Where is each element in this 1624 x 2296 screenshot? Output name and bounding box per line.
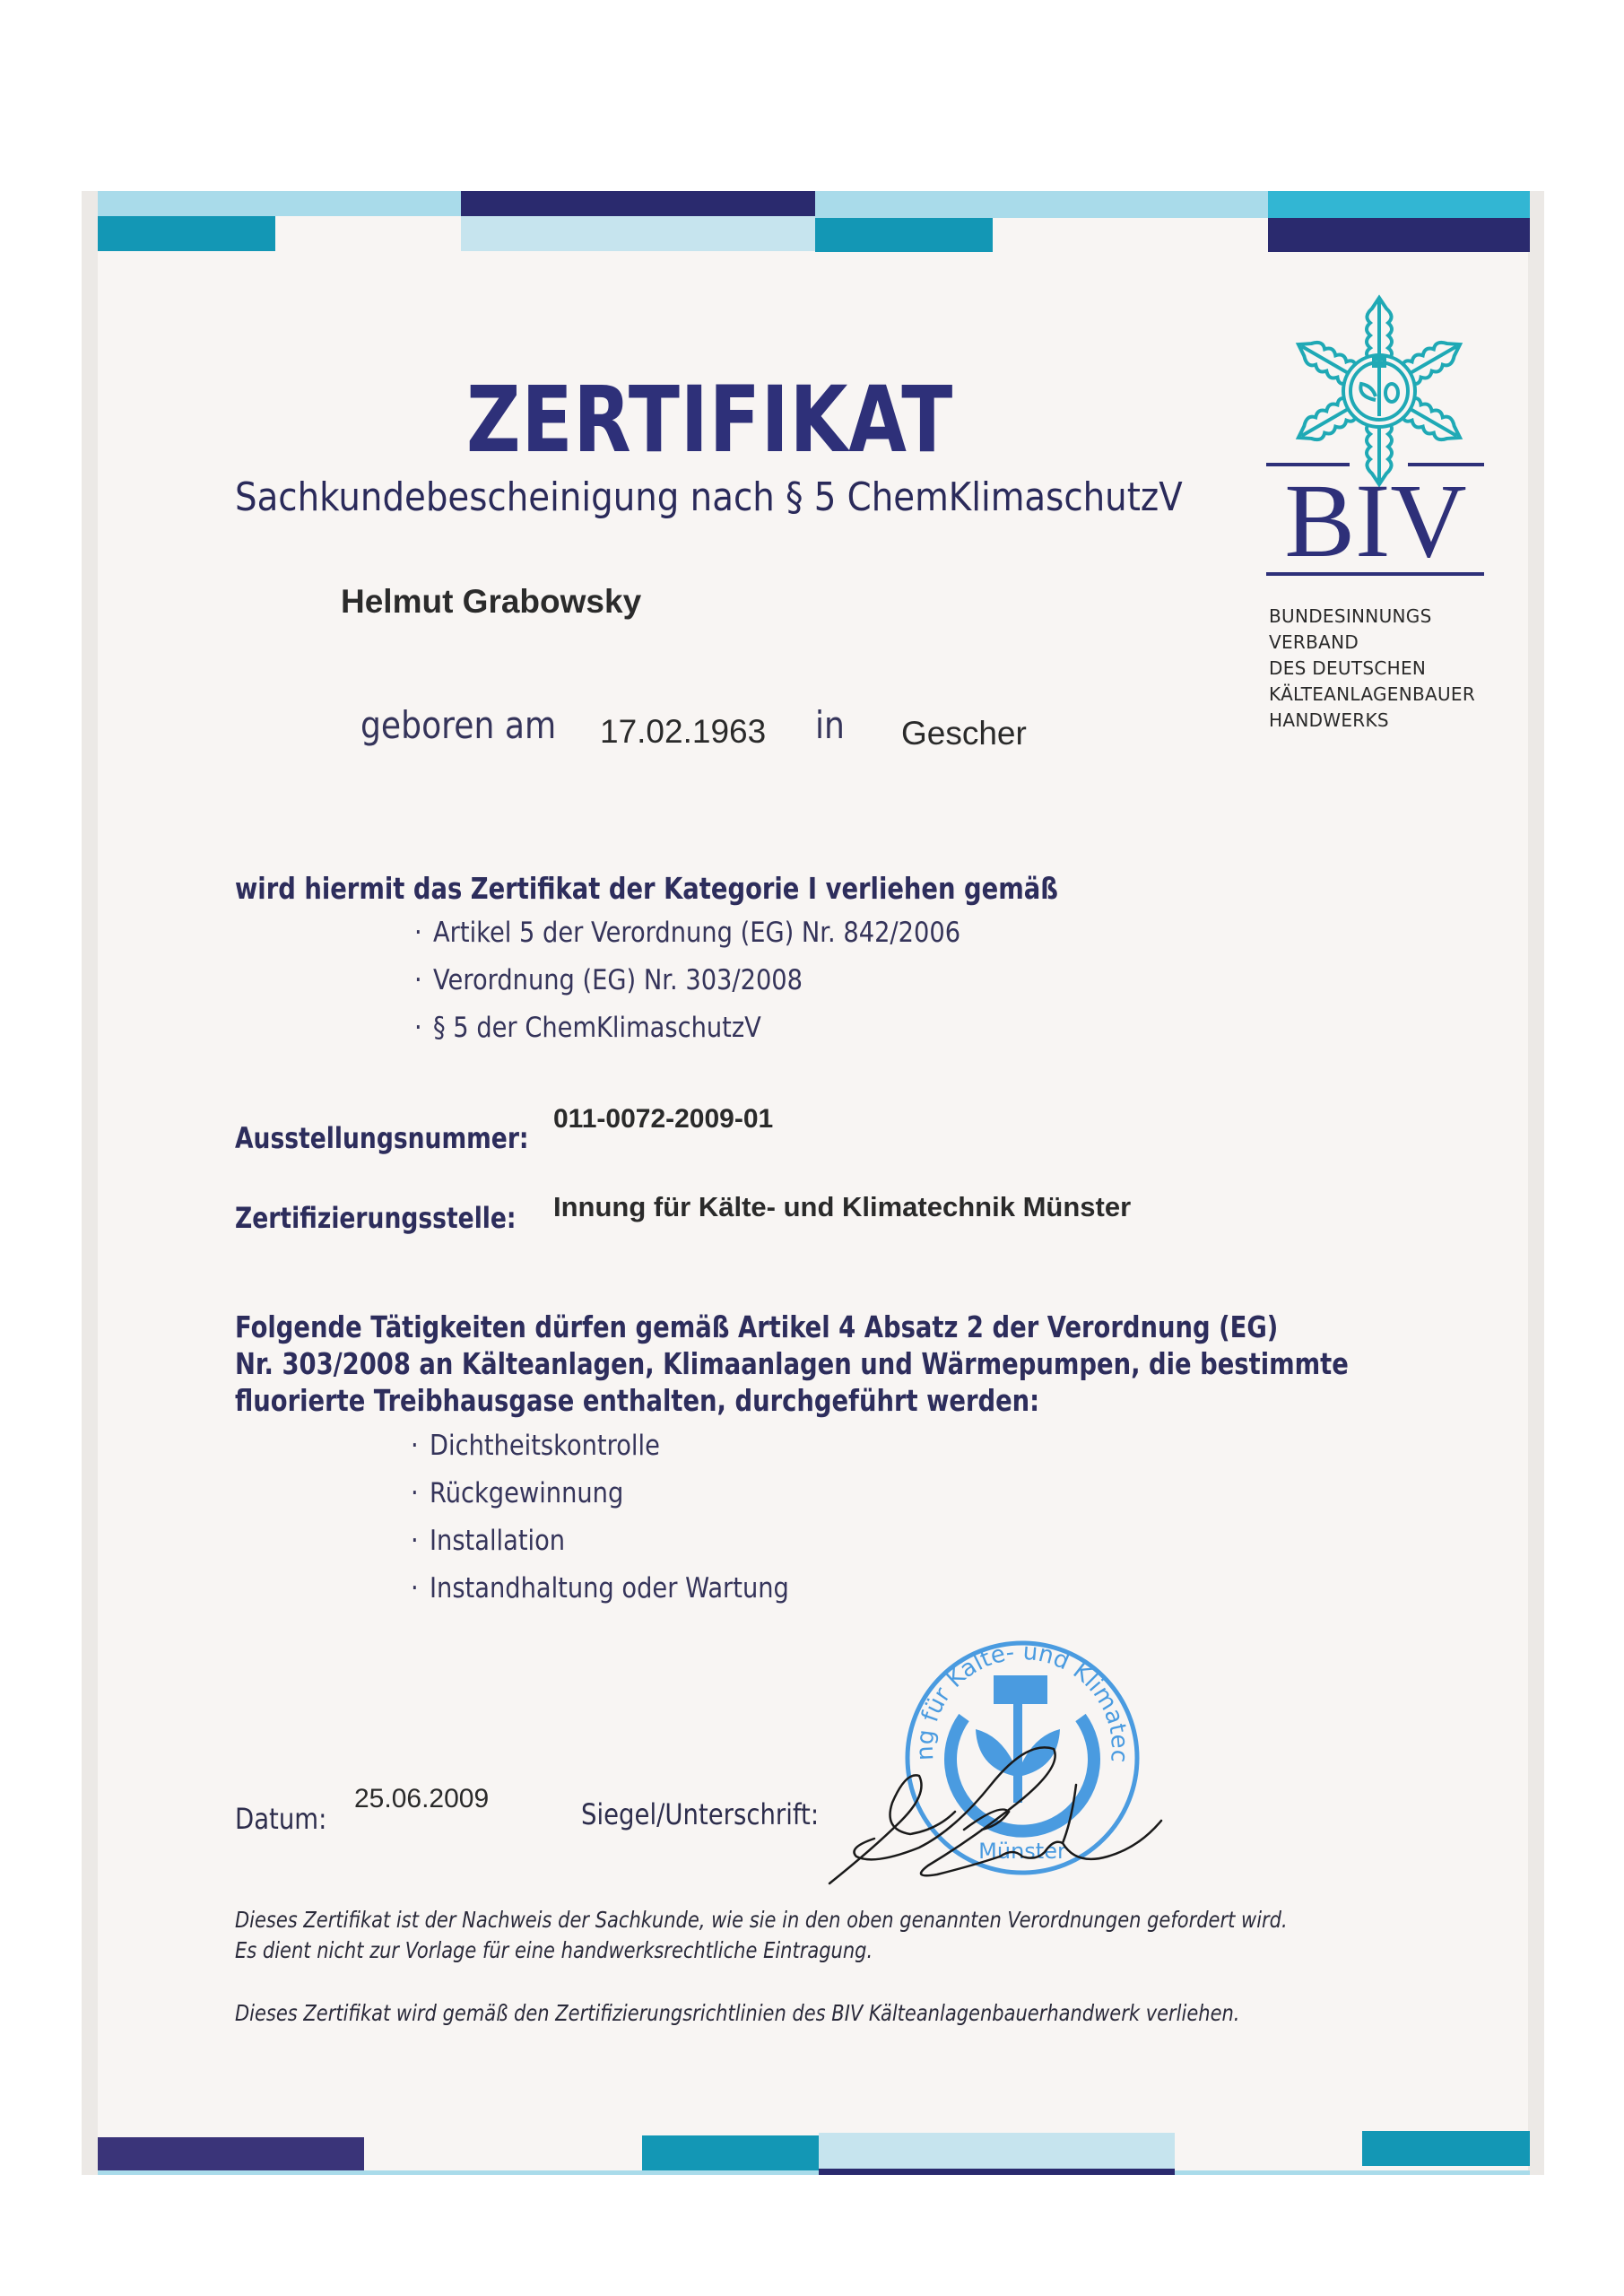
activity-item: · Installation — [411, 1525, 566, 1557]
org-line: VERBAND — [1269, 631, 1359, 653]
activity-item: · Instandhaltung oder Wartung — [411, 1572, 789, 1605]
org-line: HANDWERKS — [1269, 709, 1389, 731]
seal-arc-text: ng für Kälte- und Klimatec — [911, 1638, 1133, 1764]
biv-wordmark: BIV — [1284, 462, 1467, 579]
certificate-title: ZERTIFIKAT — [466, 367, 954, 474]
biv-logo — [1264, 285, 1489, 581]
born-in-label: in — [815, 703, 845, 747]
certifying-body-label: Zertifizierungsstelle: — [235, 1201, 517, 1235]
issue-number: 011-0072-2009-01 — [553, 1104, 774, 1134]
handwritten-signature-icon — [821, 1722, 1197, 1901]
seal-bottom-text: Münster — [978, 1839, 1066, 1864]
biv-organization-name — [1269, 604, 1475, 734]
activity-item: · Dichtheitskontrolle — [411, 1430, 660, 1462]
activity-item: · Rückgewinnung — [411, 1477, 624, 1509]
birth-place: Gescher — [901, 715, 1027, 752]
issue-date: 25.06.2009 — [354, 1784, 490, 1813]
footnote-line: Es dient nicht zur Vorlage für eine handwerksrechtliche Eintragung. — [235, 1937, 873, 1963]
birth-date: 17.02.1963 — [600, 713, 767, 750]
legal-basis-item: · § 5 der ChemKlimaschutzV — [414, 1012, 761, 1044]
certifying-body: Innung für Kälte- und Klimatechnik Münster — [553, 1191, 1132, 1222]
issue-number-label: Ausstellungsnummer: — [235, 1121, 529, 1155]
activities-intro-line: Nr. 303/2008 an Kälteanlagen, Klimaanlagen und Wärmepumpen, die bestimmte — [235, 1346, 1349, 1381]
activities-intro-line: Folgende Tätigkeiten dürfen gemäß Artikel 4 Absatz 2 der Verordnung (EG) — [235, 1309, 1279, 1344]
holder-name: Helmut Grabowsky — [341, 583, 642, 620]
org-line: KÄLTEANLAGENBAUER — [1269, 683, 1476, 705]
date-label: Datum: — [235, 1802, 327, 1836]
org-line: BUNDESINNUNGS — [1269, 605, 1432, 627]
org-line: DES DEUTSCHEN — [1269, 657, 1427, 679]
born-label: geboren am — [360, 703, 557, 747]
snowflake-emblem-icon — [1264, 285, 1489, 581]
legal-basis-item: · Verordnung (EG) Nr. 303/2008 — [414, 964, 803, 996]
certificate-subtitle: Sachkundebescheinigung nach § 5 ChemKlimaschutzV — [235, 474, 1183, 520]
signature — [821, 1722, 1197, 1901]
grant-statement: wird hiermit das Zertifikat der Kategorie I verliehen gemäß — [235, 871, 1058, 906]
footnote-line: Dieses Zertifikat ist der Nachweis der Sachkunde, wie sie in den oben genannten Verordnungen gefordert wird. — [235, 1907, 1288, 1933]
footnote-biv: Dieses Zertifikat wird gemäß den Zertifizierungsrichtlinien des BIV Kälteanlagenbauerhandwerk verliehen. — [235, 2000, 1240, 2026]
legal-basis-item: · Artikel 5 der Verordnung (EG) Nr. 842/2006 — [414, 917, 961, 949]
seal-signature-label: Siegel/Unterschrift: — [581, 1797, 820, 1831]
activities-intro-line: fluorierte Treibhausgase enthalten, durchgeführt werden: — [235, 1383, 1040, 1418]
